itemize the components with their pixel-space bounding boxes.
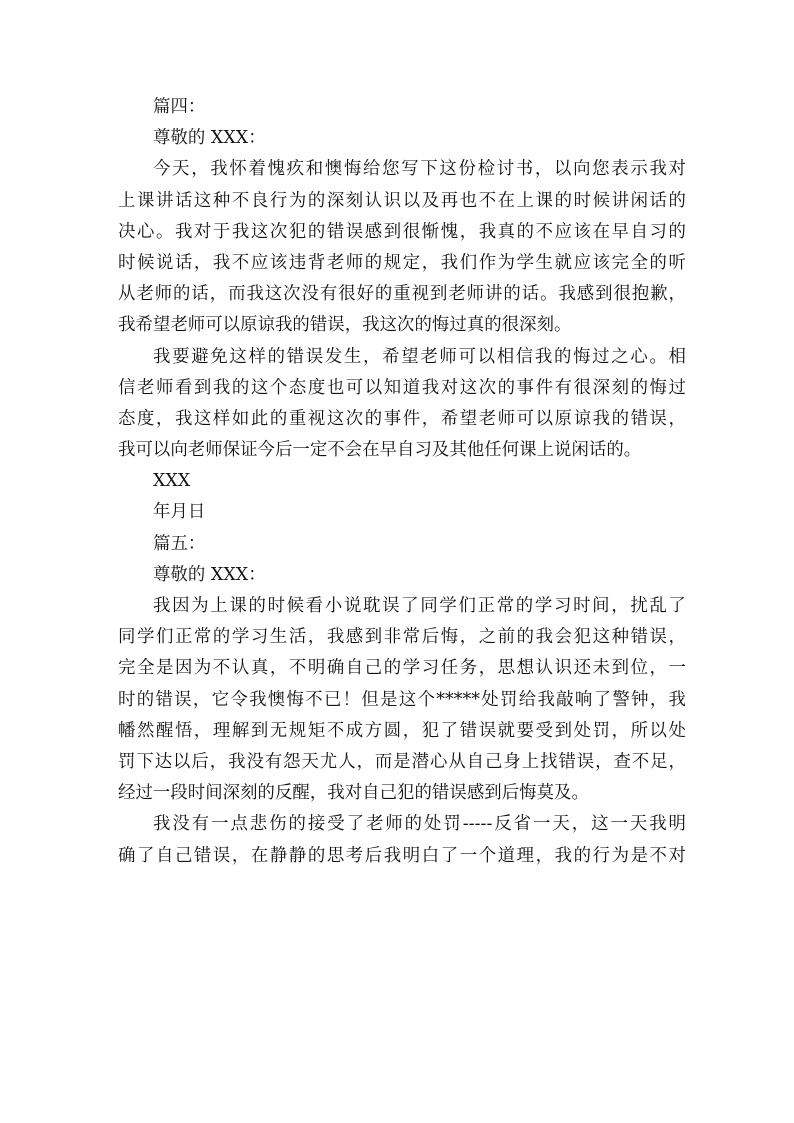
text-line: 尊敬的 XXX： [153, 564, 266, 585]
text-line: XXX [153, 471, 191, 492]
text-line: 态度，我这样如此的重视这次的事件，希望老师可以原谅我的错误， [118, 408, 686, 429]
text-line: 篇四： [153, 97, 206, 117]
text-line: 我要避免这样的错误发生，希望老师可以相信我的悔过之心。相 [153, 346, 686, 367]
text-line: 罚下达以后，我没有怨天尤人，而是潜心从自己身上找错误，查不足， [118, 751, 686, 772]
text-line: 我因为上课的时候看小说耽误了同学们正常的学习时间，扰乱了 [153, 596, 686, 616]
text-line: 篇五： [153, 533, 206, 554]
text-line: 信老师看到我的这个态度也可以知道我对这次的事件有很深刻的悔过 [118, 377, 686, 398]
text-line: 我没有一点悲伤的接受了老师的处罚-----反省一天，这一天我明 [153, 814, 686, 835]
text-line: 决心。我对于我这次犯的错误感到很惭愧，我真的不应该在早自习的 [118, 221, 686, 242]
text-line: 确了自己错误，在静静的思考后我明白了一个道理，我的行为是不对 [118, 845, 686, 866]
text-line: 我可以向老师保证今后一定不会在早自习及其他任何课上说闲话的。 [118, 440, 642, 461]
text-line: 上课讲话这种不良行为的深刻认识以及再也不在上课的时候讲闲话的 [118, 190, 686, 211]
text-line: 尊敬的 XXX： [153, 128, 266, 149]
text-line: 我希望老师可以原谅我的错误，我这次的悔过真的很深刻。 [118, 315, 572, 336]
text-line: 完全是因为不认真，不明确自己的学习任务，思想认识还未到位，一 [118, 658, 686, 679]
text-line: 时候说话，我不应该违背老师的规定，我们作为学生就应该完全的听 [118, 252, 686, 273]
text-line: 从老师的话，而我这次没有很好的重视到老师讲的话。我感到很抱歉， [118, 284, 686, 305]
text-line: 年月日 [153, 502, 206, 523]
text-line: 幡然醒悟，理解到无规矩不成方圆，犯了错误就要受到处罚，所以处 [118, 720, 686, 741]
text-line: 时的错误，它令我懊悔不已！但是这个*****处罚给我敲响了警钟，我 [118, 689, 686, 710]
text-line: 今天，我怀着愧疚和懊悔给您写下这份检讨书，以向您表示我对 [153, 159, 686, 180]
text-line: 经过一段时间深刻的反醒，我对自己犯的错误感到后悔莫及。 [118, 783, 589, 804]
text-line: 同学们正常的学习生活，我感到非常后悔，之前的我会犯这种错误， [118, 627, 686, 648]
document-body [118, 92, 686, 872]
